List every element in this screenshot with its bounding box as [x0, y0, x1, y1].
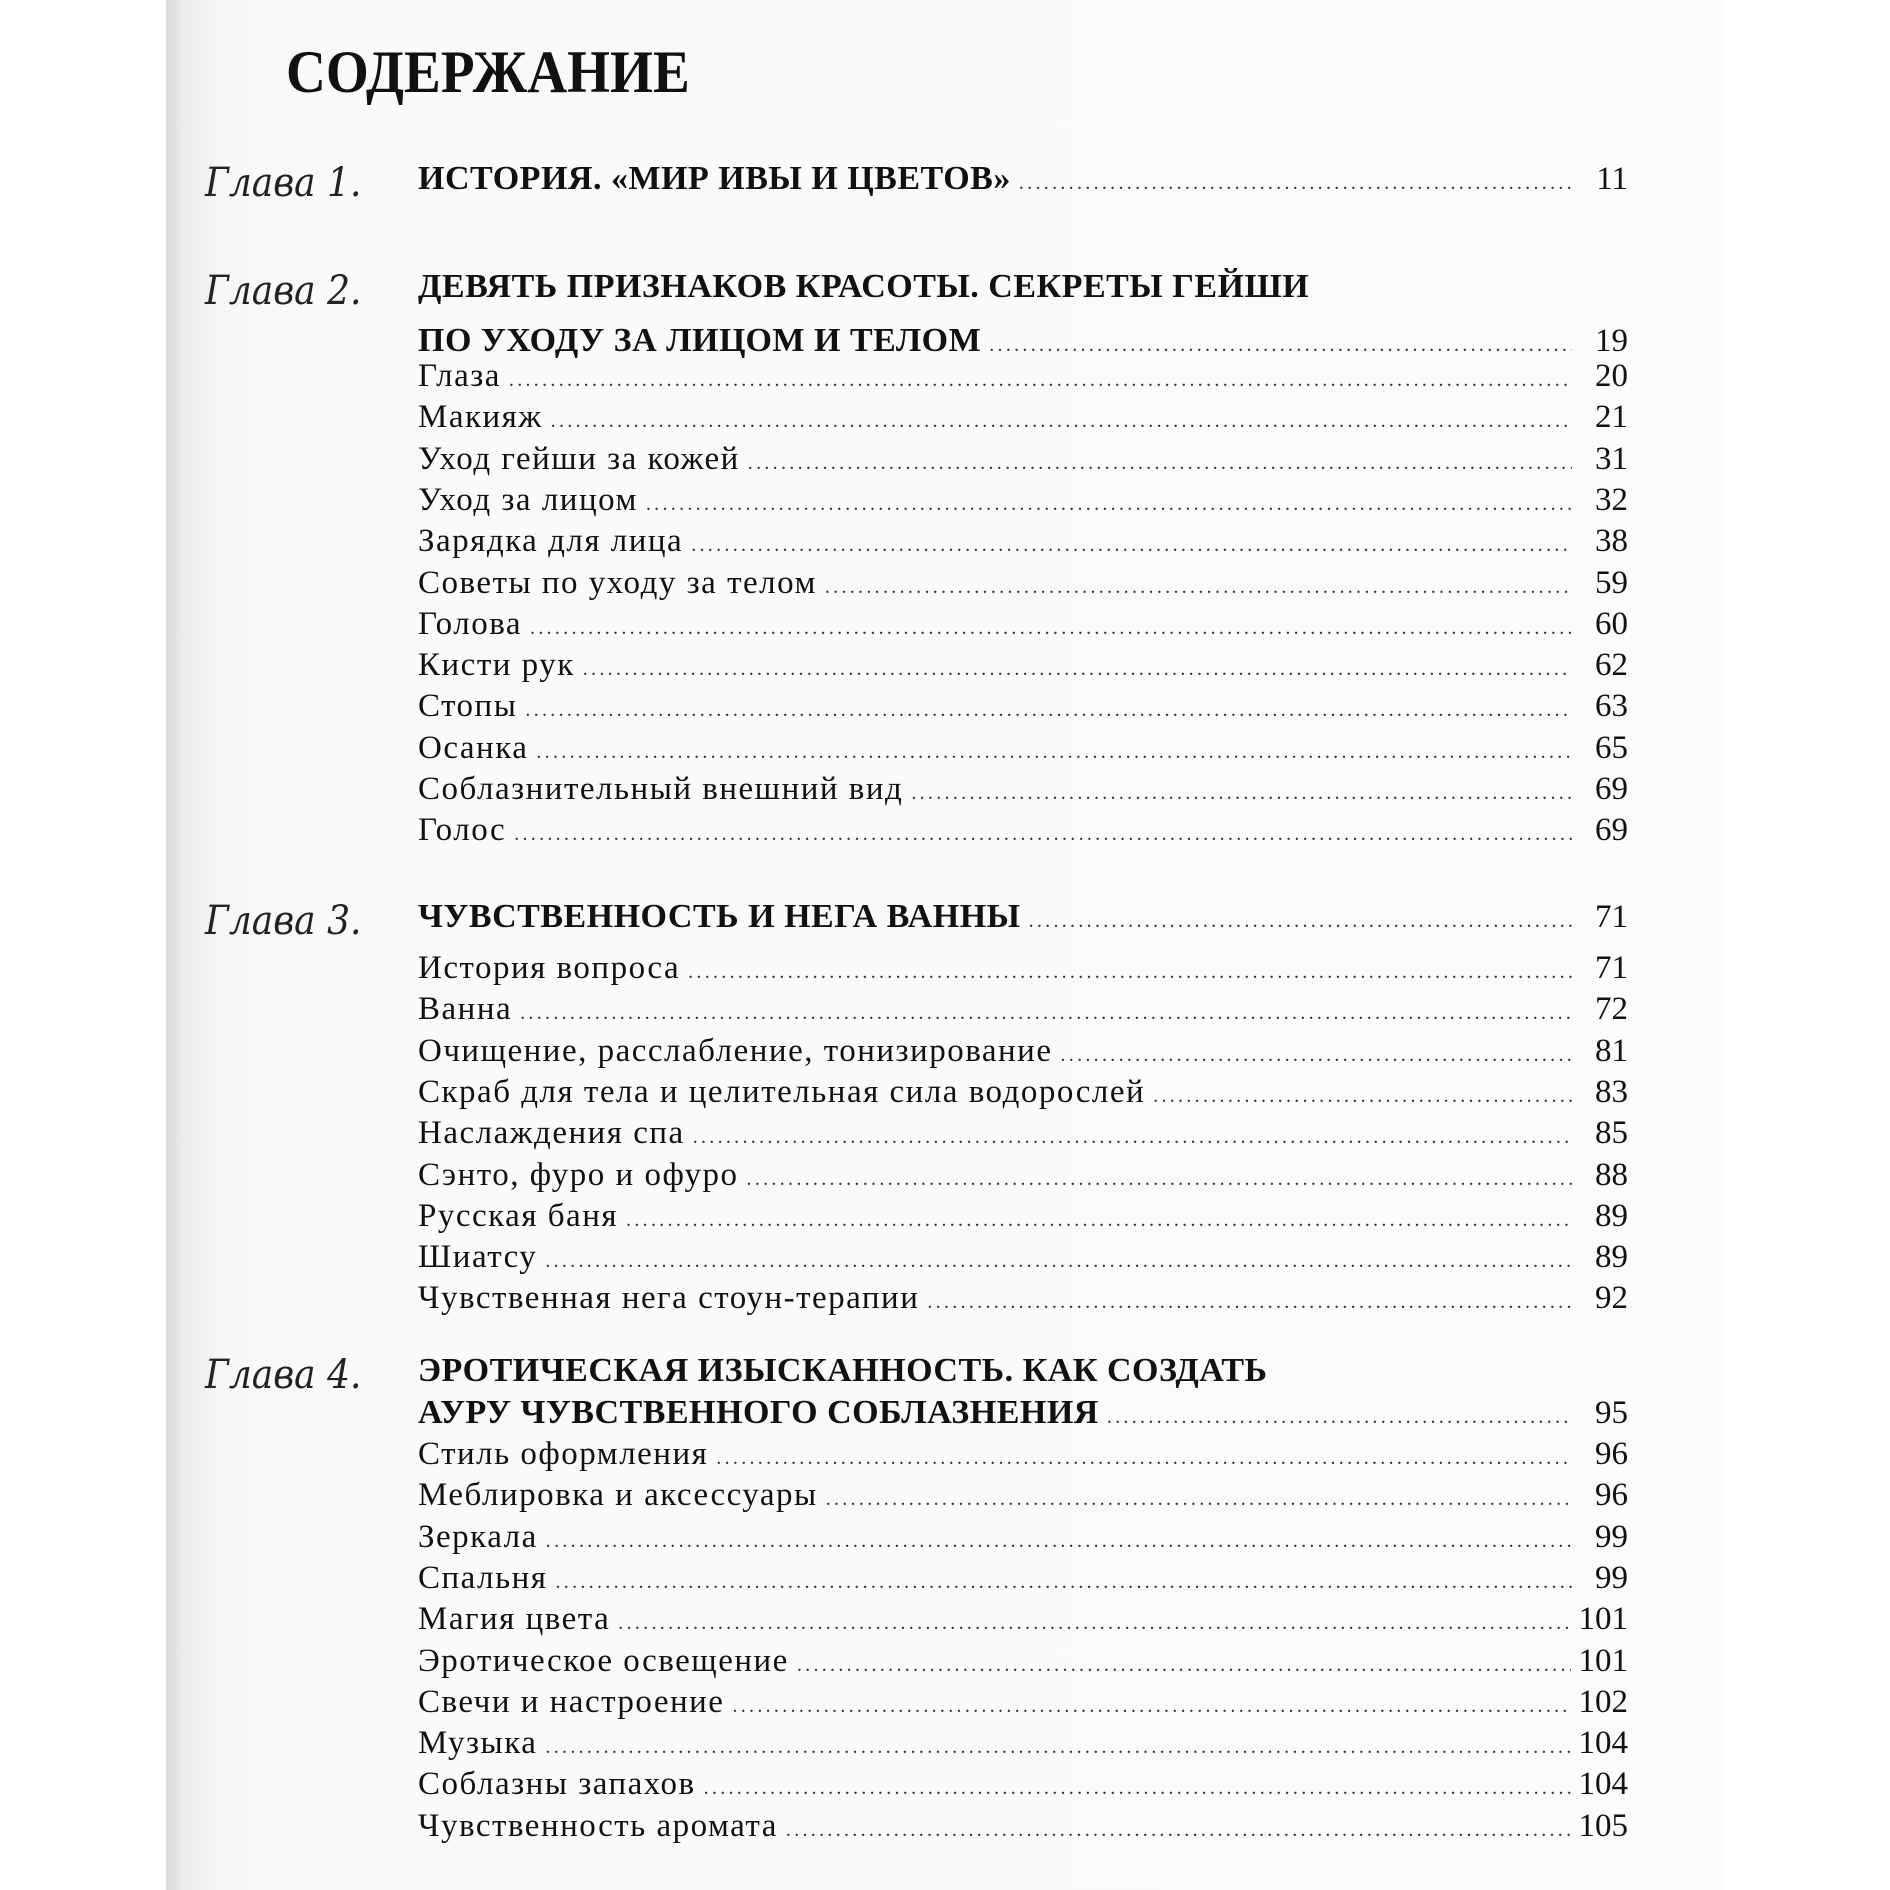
chapter-3-heading: ЧУВСТВЕННОСТЬ И НЕГА ВАННЫ: [418, 898, 1021, 935]
toc-entry-title: Голова: [418, 605, 523, 642]
toc-entry-title: Стиль оформления: [418, 1436, 709, 1472]
toc-entry-page: 81: [1595, 1032, 1628, 1069]
chapter-2-page: 19: [1595, 323, 1628, 359]
toc-entry-page: 38: [1595, 523, 1628, 560]
dot-leader: [927, 1291, 1572, 1314]
toc-entry: [418, 1477, 1628, 1514]
chapter-1-page: 11: [1596, 161, 1628, 197]
toc-entry: [418, 1519, 1628, 1556]
toc-entry-page: 72: [1595, 991, 1628, 1028]
toc-entry-page: 104: [1578, 1766, 1628, 1803]
dot-leader: [525, 699, 1572, 722]
toc-entry-page: 71: [1595, 950, 1628, 986]
toc-entry-page: 96: [1595, 1436, 1628, 1472]
toc-entry-title: Соблазны запахов: [418, 1766, 696, 1803]
toc-entry-page: 31: [1595, 440, 1628, 477]
toc-entry-page: 21: [1595, 399, 1628, 436]
dot-leader: [732, 1695, 1570, 1718]
toc-entry: [418, 606, 1628, 643]
dot-leader: [688, 961, 1572, 984]
toc-entry-page: 102: [1578, 1683, 1628, 1720]
toc-entry-title: Скраб для тела и целительная сила водорослей: [418, 1073, 1146, 1110]
dot-leader: [1019, 172, 1572, 195]
toc-entry: [418, 1280, 1628, 1317]
dot-leader: [693, 1126, 1572, 1149]
page-title: СОДЕРЖАНИЕ: [286, 39, 690, 105]
toc-entry-title: Сэнто, фуро и офуро: [418, 1156, 739, 1193]
toc-entry: [418, 482, 1628, 519]
chapter-3-heading-row: [418, 898, 1628, 936]
dot-leader: [1153, 1085, 1572, 1108]
toc-entry: [418, 1643, 1628, 1680]
toc-entry-title: Эротическое освещение: [418, 1642, 789, 1679]
chapter-2-heading-row: [418, 322, 1628, 360]
toc-entry: [418, 1725, 1628, 1762]
toc-entry-title: Кисти рук: [418, 647, 575, 684]
chapter-3-label: Глава 3.: [205, 898, 362, 944]
toc-entry-title: Ванна: [418, 991, 513, 1028]
dot-leader: [826, 1488, 1572, 1511]
chapter-2-label: Глава 2.: [205, 268, 362, 314]
toc-entry: [418, 1198, 1628, 1235]
toc-entry-page: 89: [1595, 1197, 1628, 1234]
toc-entry-title: Магия цвета: [418, 1601, 611, 1638]
toc-entry: [418, 1157, 1628, 1194]
dot-leader: [1060, 1044, 1572, 1067]
dot-leader: [825, 576, 1572, 599]
dot-leader: [583, 658, 1572, 681]
dot-leader: [520, 1002, 1572, 1025]
toc-entry-title: Зеркала: [418, 1518, 538, 1555]
toc-entry-title: Стопы: [418, 688, 518, 725]
toc-entry-title: Уход гейши за кожей: [418, 440, 740, 477]
toc-entry: [418, 1808, 1628, 1845]
chapter-2-heading-line-2: ПО УХОДУ ЗА ЛИЦОМ И ТЕЛОМ: [418, 322, 982, 359]
toc-entry-page: 99: [1595, 1559, 1628, 1596]
toc-entry: [418, 1033, 1628, 1070]
toc-entry-title: Очищение, расслабление, тонизирование: [418, 1032, 1053, 1069]
dot-leader: [1029, 910, 1572, 933]
toc-entry-title: Наслаждения спа: [418, 1115, 685, 1152]
toc-entry-title: Голос: [418, 812, 507, 849]
chapter-1-heading: ИСТОРИЯ. «МИР ИВЫ И ЦВЕТОВ»: [418, 160, 1011, 197]
dot-leader: [691, 534, 1572, 557]
chapter-4-page: 95: [1595, 1395, 1628, 1431]
toc-entry-page: 85: [1595, 1115, 1628, 1152]
toc-entry: [418, 771, 1628, 808]
toc-entry-page: 60: [1595, 605, 1628, 642]
toc-entry-page: 20: [1595, 358, 1628, 394]
toc-entry-page: 88: [1595, 1156, 1628, 1193]
chapter-1-label: Глава 1.: [205, 160, 362, 206]
toc-entry-page: 92: [1595, 1280, 1628, 1317]
dot-leader: [704, 1777, 1571, 1800]
toc-entry-page: 99: [1595, 1518, 1628, 1555]
toc-entry: [418, 1239, 1628, 1276]
toc-entry: [418, 1601, 1628, 1638]
chapter-4-heading-row: [418, 1394, 1628, 1432]
toc-entry-page: 96: [1595, 1477, 1628, 1514]
dot-leader: [546, 1530, 1572, 1553]
toc-entry-title: Свечи и настроение: [418, 1683, 725, 1720]
toc-entry-title: Глаза: [418, 358, 501, 394]
dot-leader: [545, 1250, 1572, 1273]
toc-entry: [418, 1684, 1628, 1721]
dot-leader: [797, 1654, 1571, 1677]
toc-entry: [418, 565, 1628, 602]
toc-entry-page: 63: [1595, 688, 1628, 725]
toc-entry-title: Чувственность аромата: [418, 1807, 778, 1844]
chapter-4-label: Глава 4.: [205, 1352, 362, 1398]
dot-leader: [911, 782, 1572, 805]
toc-entry-page: 32: [1595, 481, 1628, 518]
toc-entry-title: Макияж: [418, 399, 543, 436]
dot-leader: [551, 410, 1572, 433]
toc-entry-page: 69: [1595, 771, 1628, 807]
dot-leader: [555, 1571, 1572, 1594]
dot-leader: [748, 452, 1572, 475]
toc-entry: [418, 441, 1628, 478]
dot-leader: [1107, 1406, 1572, 1429]
chapter-1-heading-row: [418, 160, 1628, 198]
dot-leader: [545, 1736, 1570, 1759]
toc-entry: [418, 523, 1628, 560]
dot-leader: [646, 493, 1572, 516]
toc-entry-title: Спальня: [418, 1559, 548, 1596]
toc-entry-page: 104: [1578, 1725, 1628, 1762]
toc-entry-page: 62: [1595, 647, 1628, 684]
toc-entry-title: История вопроса: [418, 950, 681, 986]
toc-entry-page: 83: [1595, 1073, 1628, 1110]
toc-entry: [418, 730, 1628, 767]
toc-entry-page: 89: [1595, 1239, 1628, 1276]
toc-entry: [418, 1436, 1628, 1473]
toc-entry-page: 101: [1578, 1601, 1628, 1638]
dot-leader: [509, 369, 1572, 392]
toc-entry-page: 105: [1578, 1807, 1628, 1844]
toc-entry-page: 101: [1578, 1642, 1628, 1679]
dot-leader: [514, 823, 1572, 846]
toc-entry: [418, 1115, 1628, 1152]
chapter-4-heading-line-2: АУРУ ЧУВСТВЕННОГО СОБЛАЗНЕНИЯ: [418, 1394, 1099, 1431]
dot-leader: [626, 1209, 1572, 1232]
toc-entry-title: Зарядка для лица: [418, 523, 684, 560]
toc-entry: [418, 358, 1628, 395]
toc-entry: [418, 1766, 1628, 1803]
dot-leader: [786, 1819, 1571, 1842]
toc-entry: [418, 991, 1628, 1028]
dot-leader: [989, 334, 1572, 357]
chapter-4-heading-line-1: ЭРОТИЧЕСКАЯ ИЗЫСКАННОСТЬ. КАК СОЗДАТЬ: [418, 1352, 1268, 1389]
toc-entry-title: Меблировка и аксессуары: [418, 1477, 818, 1514]
toc-entry-title: Советы по уходу за телом: [418, 564, 817, 601]
toc-entry: [418, 647, 1628, 684]
dot-leader: [530, 617, 1572, 640]
toc-entry: [418, 1560, 1628, 1597]
toc-entry-page: 69: [1595, 812, 1628, 849]
toc-entry: [418, 399, 1628, 436]
toc-entry-title: Уход за лицом: [418, 481, 638, 518]
toc-entry: [418, 1074, 1628, 1111]
toc-entry-title: Соблазнительный внешний вид: [418, 771, 904, 807]
toc-entry-page: 65: [1595, 729, 1628, 766]
chapter-3-page: 71: [1595, 899, 1628, 935]
toc-entry: [418, 950, 1628, 987]
toc-entry-title: Шиатсу: [418, 1239, 538, 1276]
toc-entry: [418, 812, 1628, 849]
dot-leader: [747, 1168, 1572, 1191]
chapter-2-heading-line-1: ДЕВЯТЬ ПРИЗНАКОВ КРАСОТЫ. СЕКРЕТЫ ГЕЙШИ: [418, 268, 1310, 305]
toc-entry-title: Чувственная нега стоун-терапии: [418, 1280, 920, 1317]
toc-entry: [418, 688, 1628, 725]
toc-entry-page: 59: [1595, 564, 1628, 601]
dot-leader: [716, 1447, 1572, 1470]
dot-leader: [618, 1612, 1570, 1635]
dot-leader: [536, 741, 1572, 764]
toc-entry-title: Осанка: [418, 729, 529, 766]
toc-entry-title: Музыка: [418, 1725, 538, 1762]
toc-entry-title: Русская баня: [418, 1197, 619, 1234]
